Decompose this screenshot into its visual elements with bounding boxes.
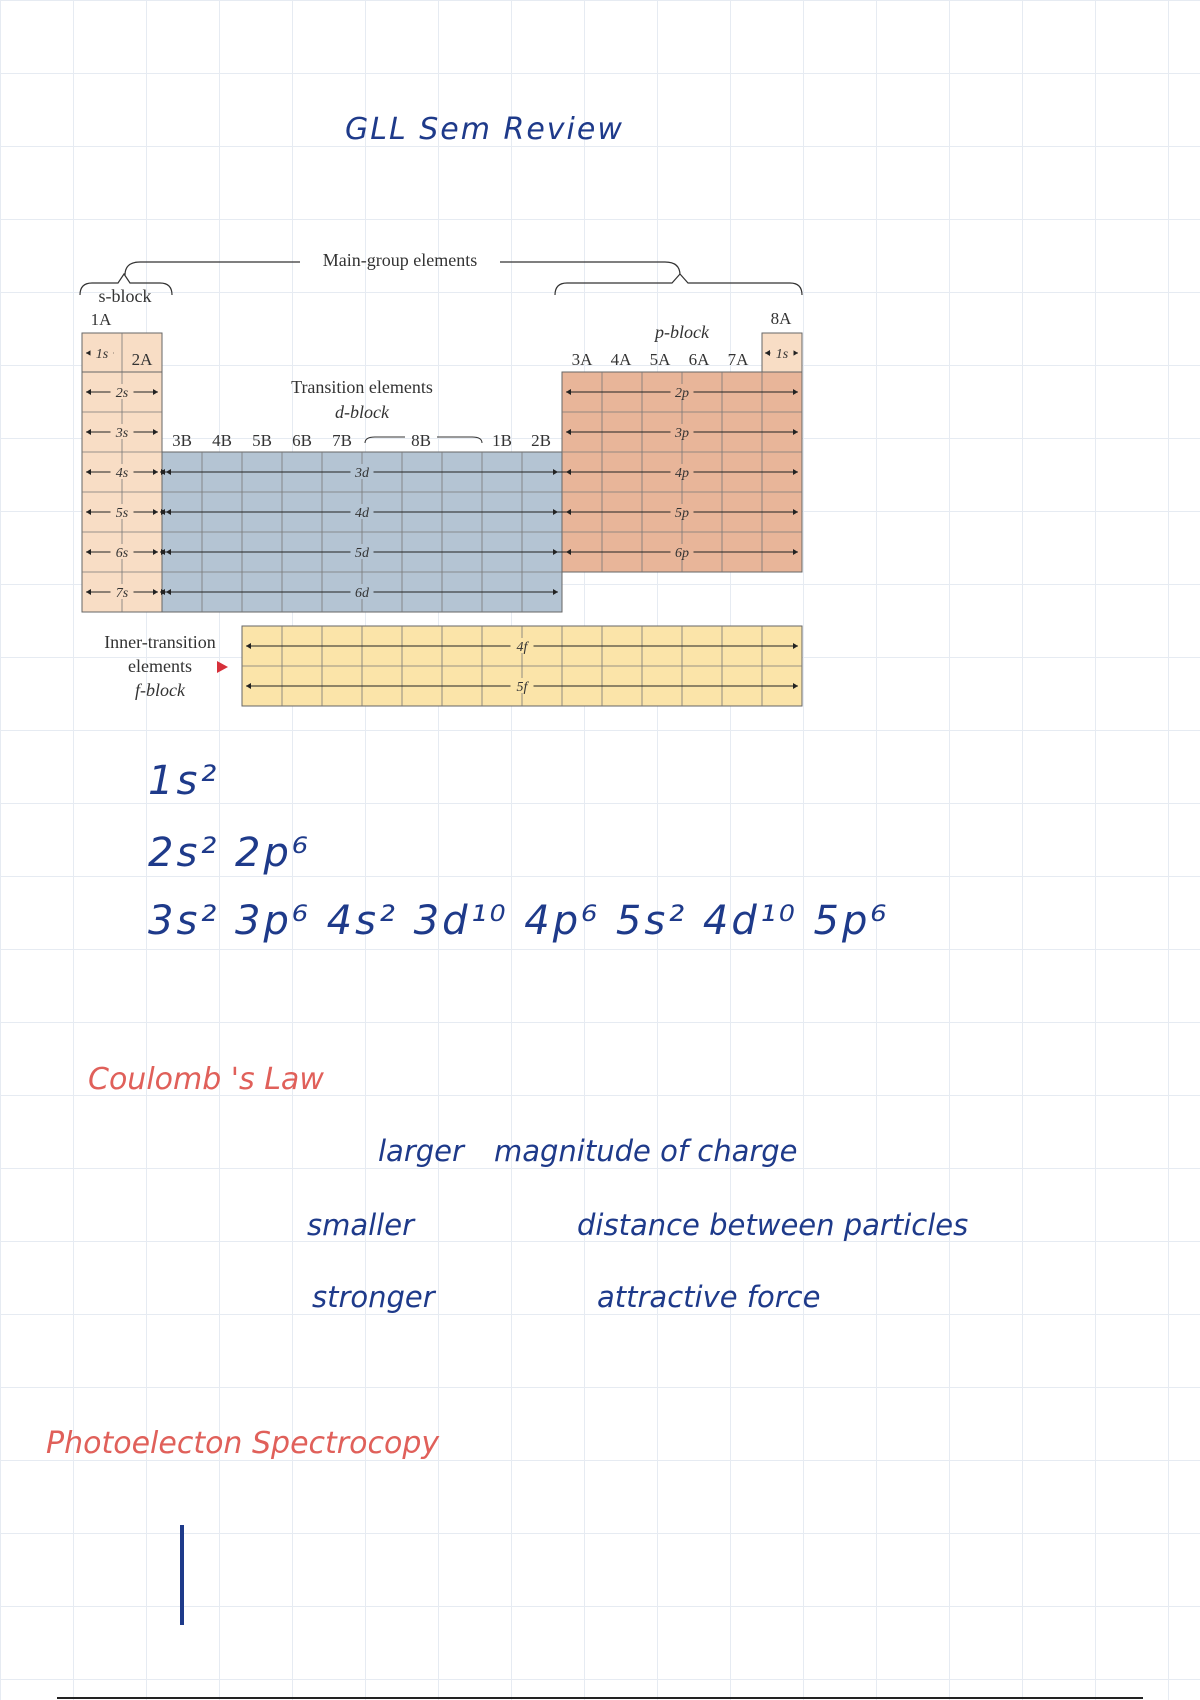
group-label-5a: 5A (649, 350, 671, 369)
group-label-1b: 1B (492, 431, 512, 450)
pen-stroke (180, 1525, 184, 1625)
orbital-label-7s: 7s (115, 586, 129, 601)
coulomb-magnitude-text: magnitude of charge (494, 1134, 798, 1168)
page-bottom-rule (57, 1697, 1143, 1699)
configuration-line-3: 3s² 3p⁶ 4s² 3d¹⁰ 4p⁶ 5s² 4d¹⁰ 5p⁶ (148, 898, 890, 944)
orbital-label-4f: 4f (516, 640, 528, 655)
orbital-label-2s: 2s (115, 386, 129, 401)
group-label-1a: 1A (90, 310, 112, 329)
group-label-5b: 5B (252, 431, 272, 450)
coulomb-smaller-text: smaller (307, 1208, 415, 1242)
d-block-label: d-block (335, 402, 389, 422)
inner-transition-label-line-3: f-block (135, 680, 185, 700)
configuration-line-2: 2s² 2p⁶ (148, 830, 311, 876)
group-8b-bracket-right (437, 437, 482, 443)
group-label-6b: 6B (292, 431, 312, 450)
orbital-label-6p: 6p (675, 546, 689, 561)
coulomb-stronger-text: stronger (312, 1280, 435, 1314)
group-label-4a: 4A (610, 350, 632, 369)
coulomb-attractive-text: attractive force (597, 1280, 821, 1314)
orbital-label-4p: 4p (675, 466, 689, 481)
configuration-line-1: 1s² (148, 758, 220, 804)
orbital-label-6s: 6s (115, 546, 129, 561)
main-group-brace-right (500, 262, 680, 275)
orbital-label-6d: 6d (355, 586, 369, 601)
s-block-label: s-block (98, 286, 152, 306)
inner-transition-label-line-2: elements (128, 656, 192, 676)
p-block-brace (555, 274, 802, 295)
transition-elements-label: Transition elements (291, 377, 433, 397)
inner-transition-label-line-1: Inner-transition (104, 632, 216, 652)
group-label-3b: 3B (172, 431, 192, 450)
orbital-label-5f: 5f (516, 680, 528, 695)
periodic-table-figure (0, 0, 1200, 720)
group-label-6a: 6A (688, 350, 710, 369)
group-label-2a: 2A (131, 350, 153, 369)
f-block-pointer-arrow (217, 661, 228, 673)
orbital-label-1s: 1s (95, 347, 109, 362)
orbital-label-5p: 5p (675, 506, 689, 521)
orbital-label-5s: 5s (115, 506, 129, 521)
orbital-label-4d: 4d (355, 506, 369, 521)
group-label-8b: 8B (411, 431, 431, 450)
orbital-label-he-1s: 1s (775, 347, 789, 362)
main-group-brace-left (125, 262, 300, 275)
p-block-label: p-block (655, 322, 709, 342)
orbital-label-3p: 3p (675, 426, 689, 441)
coulomb-larger-text: larger (378, 1134, 464, 1168)
group-label-8a: 8A (770, 309, 792, 328)
group-8b-bracket-left (365, 437, 405, 443)
coulomb-law-heading: Coulomb 's Law (88, 1062, 324, 1097)
main-group-label: Main-group elements (322, 250, 478, 270)
orbital-label-3s: 3s (115, 426, 129, 441)
photoelectron-spectroscopy-heading: Photoelecton Spectrocopy (46, 1426, 440, 1461)
group-label-4b: 4B (212, 431, 232, 450)
group-label-3a: 3A (571, 350, 593, 369)
group-label-7b: 7B (332, 431, 352, 450)
note-title: GLL Sem Review (345, 112, 624, 147)
group-label-2b: 2B (531, 431, 551, 450)
orbital-label-4s: 4s (115, 466, 129, 481)
orbital-label-3d: 3d (355, 466, 369, 481)
orbital-label-2p: 2p (675, 386, 689, 401)
orbital-label-5d: 5d (355, 546, 369, 561)
coulomb-distance-text: distance between particles (577, 1208, 969, 1242)
group-label-7a: 7A (727, 350, 749, 369)
